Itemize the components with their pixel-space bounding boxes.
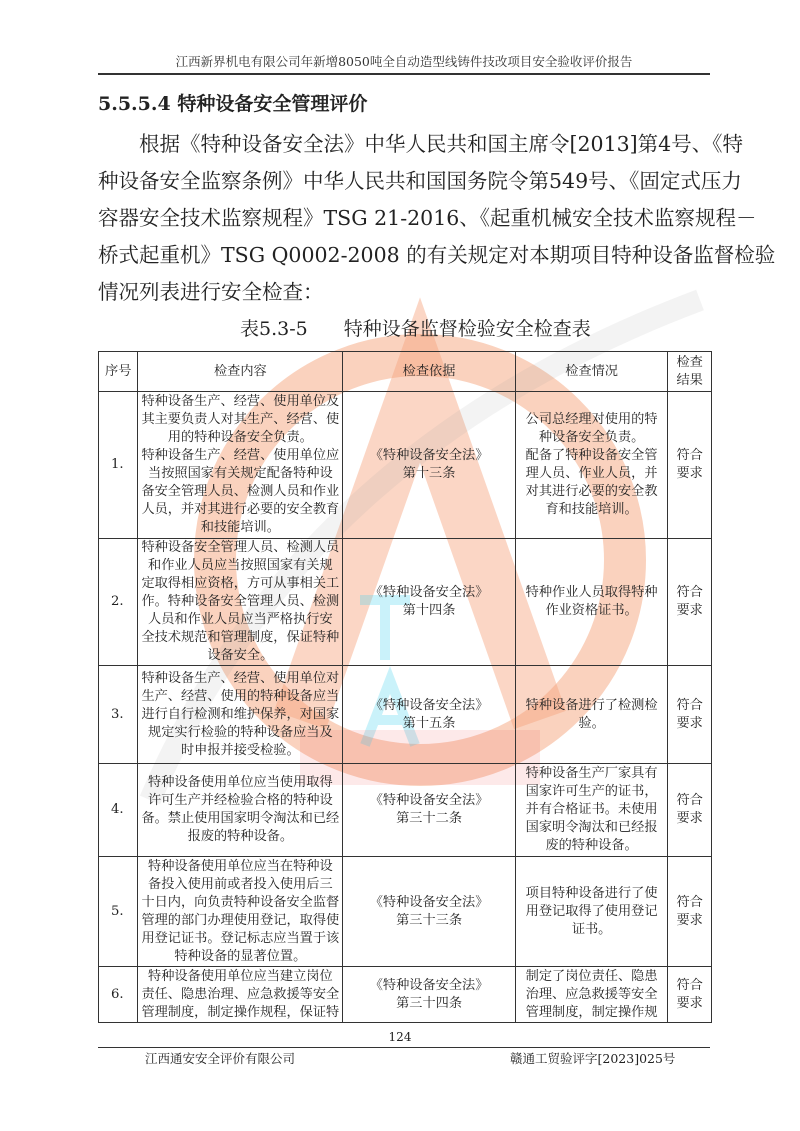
section-title: 5.5.5.4 特种设备安全管理评价 bbox=[98, 93, 368, 115]
content-line: 报废的特种设备。 bbox=[187, 829, 294, 844]
result-line: 要求 bbox=[676, 715, 703, 731]
status-line: 种设备安全负责。 bbox=[538, 430, 645, 445]
status-line: 制定了岗位责任、隐患 bbox=[525, 968, 658, 984]
content-line: 定取得相应资格，方可从事相关工 bbox=[141, 576, 340, 591]
cell-result bbox=[668, 857, 712, 967]
content-line: 和作业人员应当按照国家有关规 bbox=[148, 558, 333, 573]
status-line: 治理、应急救援等安全 bbox=[525, 986, 658, 1002]
column-header: 检查依据 bbox=[343, 352, 516, 392]
result-line: 符合 bbox=[676, 585, 703, 600]
row-number: 5. bbox=[99, 857, 138, 967]
table-caption bbox=[240, 316, 591, 342]
cell-basis bbox=[343, 392, 516, 539]
row-number: 3. bbox=[99, 666, 138, 764]
content-line: 管理的部门办理使用登记，取得使 bbox=[141, 912, 340, 928]
content-line: 规定实行检验的特种设备应当及 bbox=[148, 724, 333, 740]
cell-result bbox=[668, 967, 712, 1023]
content-line: 特种设备生产、经营、使用单位对 bbox=[141, 670, 340, 686]
table-row bbox=[99, 764, 712, 857]
basis-line: 《特种设备安全法》 bbox=[369, 793, 489, 808]
status-line: 公司总经理对使用的特 bbox=[525, 412, 658, 427]
cell-content bbox=[138, 392, 343, 539]
status-line: 用登记取得了使用登记 bbox=[525, 903, 658, 919]
cell-content bbox=[138, 539, 343, 666]
cell-basis bbox=[343, 857, 516, 967]
cell-status bbox=[515, 967, 668, 1023]
column-header: 检查 结果 bbox=[668, 352, 712, 392]
table-header-row bbox=[99, 352, 712, 392]
paragraph-line: 种设备安全监察条例》中华人民共和国国务院令第549号、《固定式压力 bbox=[98, 169, 742, 193]
cell-status bbox=[515, 857, 668, 967]
result-line: 要求 bbox=[676, 466, 703, 481]
table-row bbox=[99, 392, 712, 539]
status-line: 理人员、作业人员，并 bbox=[525, 466, 658, 481]
basis-line: 第三十二条 bbox=[396, 811, 463, 826]
table-row bbox=[99, 857, 712, 967]
table-row bbox=[99, 666, 712, 764]
paragraph-line: 桥式起重机》TSG Q0002-2008 的有关规定对本期项目特种设备监督检验 bbox=[98, 243, 776, 267]
cell-result bbox=[668, 539, 712, 666]
content-line: 特种设备生产、经营、使用单位及 bbox=[141, 394, 340, 409]
basis-line: 《特种设备安全法》 bbox=[369, 697, 489, 713]
content-line: 特种设备使用单位应当在特种设 bbox=[148, 858, 333, 874]
status-line: 特种设备进行了检测检 bbox=[525, 697, 658, 713]
status-line: 管理制度，制定操作规 bbox=[525, 1004, 658, 1020]
column-header: 检查情况 bbox=[515, 352, 668, 392]
content-line: 进行自行检测和维护保养，对国家 bbox=[141, 706, 340, 722]
status-line: 国家明令淘汰和已经报 bbox=[525, 820, 658, 835]
cell-result bbox=[668, 666, 712, 764]
status-line: 验。 bbox=[578, 715, 605, 731]
content-line: 特种设备生产、经营、使用单位应 bbox=[141, 448, 340, 463]
cell-content bbox=[138, 967, 343, 1023]
content-line: 用的特种设备安全负责。 bbox=[167, 430, 313, 445]
cell-content bbox=[138, 666, 343, 764]
basis-line: 第三十四条 bbox=[396, 995, 463, 1011]
content-line: 备安全管理人员、检测人员和作业 bbox=[141, 484, 340, 499]
cell-status bbox=[515, 666, 668, 764]
column-header: 检查内容 bbox=[138, 352, 343, 392]
content-line: 全技术规范和管理制度，保证特种 bbox=[141, 630, 340, 645]
content-line: 管理制度，制定操作规程，保证特 bbox=[141, 1004, 340, 1020]
result-line: 符合 bbox=[676, 977, 703, 993]
status-line: 配备了特种设备安全管 bbox=[525, 448, 658, 463]
status-line: 废的特种设备。 bbox=[545, 838, 638, 853]
content-line: 设备安全。 bbox=[207, 648, 274, 663]
cell-result bbox=[668, 392, 712, 539]
footer-doc-number: 赣通工贸验评字[2023]025号 bbox=[510, 1051, 676, 1066]
content-line: 人员，并对其进行必要的安全教育 bbox=[141, 502, 340, 517]
content-line: 作。特种设备安全管理人员、检测 bbox=[141, 594, 340, 609]
basis-line: 第十三条 bbox=[402, 466, 456, 481]
status-line: 并有合格证书。未使用 bbox=[525, 802, 658, 817]
table-row bbox=[99, 539, 712, 666]
result-line: 符合 bbox=[676, 793, 703, 808]
status-line: 育和技能培训。 bbox=[545, 502, 638, 517]
basis-line: 第十四条 bbox=[402, 603, 456, 618]
content-line: 特种设备使用单位应当建立岗位 bbox=[148, 968, 333, 984]
paragraph-line: 容器安全技术监察规程》TSG 21-2016、《起重机械安全技术监察规程－ bbox=[98, 206, 757, 230]
footer-company: 江西通安安全评价有限公司 bbox=[145, 1051, 296, 1066]
status-line: 特种设备生产厂家具有 bbox=[525, 766, 658, 781]
status-line: 项目特种设备进行了使 bbox=[525, 885, 658, 901]
cell-status bbox=[515, 539, 668, 666]
running-header: 江西新界机电有限公司年新增8050吨全自动造型线铸件技改项目安全验收评价报告 bbox=[175, 54, 633, 69]
paragraph-line: 根据《特种设备安全法》中华人民共和国主席令[2013]第4号、《特 bbox=[98, 132, 743, 156]
content-line: 特种设备使用单位应当使用取得 bbox=[148, 775, 333, 790]
footer-divider bbox=[98, 1047, 710, 1048]
cell-status bbox=[515, 392, 668, 539]
content-line: 许可生产并经检验合格的特种设 bbox=[148, 793, 333, 808]
basis-line: 《特种设备安全法》 bbox=[369, 894, 489, 910]
basis-line: 《特种设备安全法》 bbox=[369, 585, 489, 600]
content-line: 十日内，向负责特种设备安全监督 bbox=[141, 894, 340, 910]
cell-content bbox=[138, 764, 343, 857]
content-line: 生产、经营、使用的特种设备应当 bbox=[141, 688, 340, 704]
status-line: 国家许可生产的证书， bbox=[525, 784, 658, 799]
header-divider bbox=[98, 73, 710, 75]
result-line: 符合 bbox=[676, 697, 703, 713]
result-line: 要求 bbox=[676, 912, 703, 928]
table-title: 特种设备监督检验安全检查表 bbox=[343, 318, 591, 340]
content-line: 其主要负责人对其生产、经营、使 bbox=[141, 412, 340, 427]
row-number: 1. bbox=[99, 392, 138, 539]
content-line: 特种设备安全管理人员、检测人员 bbox=[141, 540, 340, 555]
content-line: 当按照国家有关规定配备特种设 bbox=[148, 466, 333, 481]
basis-line: 第十五条 bbox=[402, 715, 456, 731]
status-line: 证书。 bbox=[571, 921, 612, 937]
result-line: 符合 bbox=[676, 894, 703, 910]
inspection-table bbox=[98, 351, 712, 1023]
table-number: 表5.3-5 bbox=[240, 318, 308, 340]
content-line: 时申报并接受检验。 bbox=[181, 742, 300, 758]
result-line: 符合 bbox=[676, 448, 703, 463]
status-line: 特种作业人员取得特种 bbox=[525, 585, 658, 600]
cell-basis bbox=[343, 967, 516, 1023]
row-number: 4. bbox=[99, 764, 138, 857]
status-line: 对其进行必要的安全教 bbox=[525, 484, 658, 499]
content-line: 特种设备的显著位置。 bbox=[174, 948, 307, 964]
content-line: 用登记证书。登记标志应当置于该 bbox=[141, 930, 340, 946]
content-line: 责任、隐患治理、应急救援等安全 bbox=[141, 986, 340, 1002]
cell-basis bbox=[343, 764, 516, 857]
cell-basis bbox=[343, 539, 516, 666]
basis-line: 《特种设备安全法》 bbox=[369, 448, 489, 463]
paragraph-line: 情况列表进行安全检查： bbox=[98, 280, 324, 304]
row-number: 2. bbox=[99, 539, 138, 666]
content-line: 备投入使用前或者投入使用后三 bbox=[148, 876, 333, 892]
cell-status bbox=[515, 764, 668, 857]
body-paragraph bbox=[98, 126, 776, 311]
basis-line: 第三十三条 bbox=[396, 912, 463, 928]
page-number: 124 bbox=[388, 1030, 412, 1044]
cell-basis bbox=[343, 666, 516, 764]
result-line: 要求 bbox=[676, 811, 703, 826]
content-line: 和技能培训。 bbox=[200, 520, 280, 535]
result-line: 要求 bbox=[676, 995, 703, 1011]
result-line: 要求 bbox=[676, 603, 703, 618]
column-header: 序号 bbox=[99, 352, 138, 392]
content-line: 人员和作业人员应当严格执行安 bbox=[148, 612, 333, 627]
table-row bbox=[99, 967, 712, 1023]
status-line: 作业资格证书。 bbox=[545, 603, 638, 618]
content-line: 备。禁止使用国家明令淘汰和已经 bbox=[141, 811, 340, 826]
cell-result bbox=[668, 764, 712, 857]
row-number: 6. bbox=[99, 967, 138, 1023]
basis-line: 《特种设备安全法》 bbox=[369, 977, 489, 993]
cell-content bbox=[138, 857, 343, 967]
